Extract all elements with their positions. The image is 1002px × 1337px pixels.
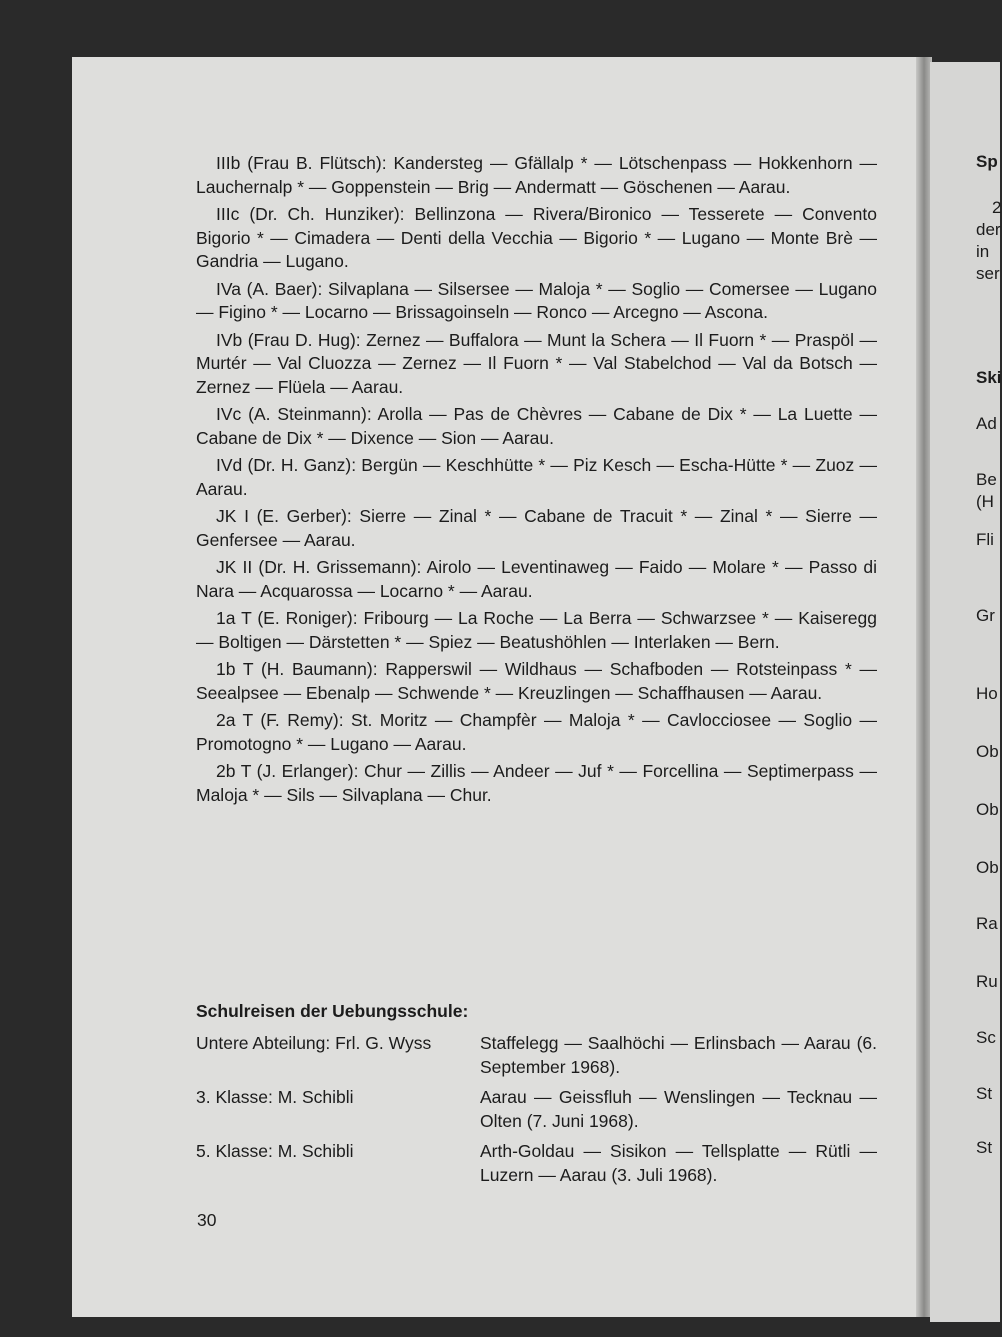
trip-entry bbox=[196, 709, 877, 756]
class-trip-list bbox=[196, 152, 877, 811]
trip-entry bbox=[196, 556, 877, 603]
right-page-text: Ru bbox=[976, 972, 998, 991]
right-page-text: Gr bbox=[976, 606, 995, 625]
trip-entry bbox=[196, 505, 877, 552]
trip-route: Aarau — Geissfluh — Wenslingen — Tecknau — Olten (7. Juni 1968). bbox=[480, 1087, 877, 1131]
right-page-text: in bbox=[976, 242, 990, 261]
trip-leader: 3. Klasse: M. Schibli bbox=[196, 1087, 354, 1107]
trip-entry-text: IIIc (Dr. Ch. Hunziker): Bellinzona — Rivera/Bironico — Tesserete — Convento Bigorio * — Cimadera — Denti della Vecchia — Bigorio * — Lugano — Monte Brè — Gandria — Lugano. bbox=[196, 204, 877, 271]
right-page-text: St bbox=[976, 1138, 993, 1157]
right-page-text: Ob bbox=[976, 858, 999, 877]
trip-entry-text: 1b T (H. Baumann): Rapperswil — Wildhaus — Schafboden — Rotsteinpass * — Seealpsee — Ebenalp — Schwende * — Kreuzlingen — Schaffhausen — Aarau. bbox=[196, 659, 877, 703]
trip-entry bbox=[196, 760, 877, 807]
right-page-text: der bbox=[976, 220, 1001, 239]
trip-entry-text: IIIb (Frau B. Flütsch): Kandersteg — Gfällalp * — Lötschenpass — Hokkenhorn — Lauchernalp * — Goppenstein — Brig — Andermatt — Göschenen — Aarau. bbox=[196, 153, 877, 197]
trip-entry bbox=[196, 403, 877, 450]
section-heading: Schulreisen der Uebungsschule: bbox=[196, 1001, 469, 1021]
right-page-text: 2 bbox=[992, 198, 1002, 217]
right-page-text: Ob bbox=[976, 742, 999, 761]
right-page-text: ser bbox=[976, 264, 1000, 283]
school-trip-table bbox=[196, 1032, 877, 1194]
right-page-text: Ob bbox=[976, 800, 999, 819]
trip-route: Staffelegg — Saalhöchi — Erlinsbach — Aarau (6. September 1968). bbox=[480, 1033, 877, 1077]
right-page-text: Be bbox=[976, 470, 997, 489]
trip-entry bbox=[196, 329, 877, 400]
trip-entry bbox=[196, 607, 877, 654]
trip-entry-text: IVd (Dr. H. Ganz): Bergün — Keschhütte * — Piz Kesch — Escha-Hütte * — Zuoz — Aarau. bbox=[196, 455, 877, 499]
trip-entry-text: IVc (A. Steinmann): Arolla — Pas de Chèvres — Cabane de Dix * — La Luette — Cabane de Dix * — Dixence — Sion — Aarau. bbox=[196, 404, 877, 448]
trip-entry-text: 1a T (E. Roniger): Fribourg — La Roche — La Berra — Schwarzsee * — Kaiseregg — Boltigen — Därstetten * — Spiez — Beatushöhlen — Interlaken — Bern. bbox=[196, 608, 877, 652]
trip-entry bbox=[196, 203, 877, 274]
right-page-text: Ad bbox=[976, 414, 997, 433]
table-row bbox=[196, 1032, 877, 1079]
trip-entry-text: 2b T (J. Erlanger): Chur — Zillis — Andeer — Juf * — Forcellina — Septimerpass — Maloja * — Sils — Silvaplana — Chur. bbox=[196, 761, 877, 805]
trip-entry-text: JK II (Dr. H. Grissemann): Airolo — Leventinaweg — Faido — Molare * — Passo di Nara — Acquarossa — Locarno * — Aarau. bbox=[196, 557, 877, 601]
trip-leader: Untere Abteilung: Frl. G. Wyss bbox=[196, 1033, 432, 1053]
trip-route: Arth-Goldau — Sisikon — Tellsplatte — Rütli — Luzern — Aarau (3. Juli 1968). bbox=[480, 1141, 877, 1185]
right-page-text: St bbox=[976, 1084, 993, 1103]
right-page-fragment bbox=[930, 62, 1000, 1322]
page-number: 30 bbox=[197, 1210, 217, 1230]
right-page-text: Sp bbox=[976, 152, 998, 171]
right-page-text: Ski bbox=[976, 368, 1002, 387]
trip-entry bbox=[196, 152, 877, 199]
trip-entry bbox=[196, 658, 877, 705]
trip-entry-text: IVa (A. Baer): Silvaplana — Silsersee — Maloja * — Soglio — Comersee — Lugano — Figino * — Locarno — Brissagoinseln — Ronco — Arcegno — Ascona. bbox=[196, 278, 877, 322]
trip-entry-text: IVb (Frau D. Hug): Zernez — Buffalora — Munt la Schera — Il Fuorn * — Praspöl — Murtér — Val Cluozza — Zernez — Il Fuorn * — Val Stabelchod — Val da Botsch — Zernez — Flüela — Aarau. bbox=[196, 329, 877, 397]
right-page-text: Fli bbox=[976, 530, 994, 549]
trip-leader: 5. Klasse: M. Schibli bbox=[196, 1141, 354, 1161]
trip-entry bbox=[196, 278, 877, 325]
table-row bbox=[196, 1140, 877, 1187]
right-page-text: Sc bbox=[976, 1028, 996, 1047]
right-page-text: Ra bbox=[976, 914, 998, 933]
trip-entry-text: 2a T (F. Remy): St. Moritz — Champfèr — Maloja * — Cavlocciosee — Soglio — Promotogno * — Lugano — Aarau. bbox=[196, 710, 877, 754]
table-row bbox=[196, 1086, 877, 1133]
trip-entry-text: JK I (E. Gerber): Sierre — Zinal * — Cabane de Tracuit * — Zinal * — Sierre — Genfersee — Aarau. bbox=[196, 506, 877, 550]
right-page-text: Ho bbox=[976, 684, 998, 703]
trip-entry bbox=[196, 454, 877, 501]
right-page-text: (H bbox=[976, 492, 994, 511]
